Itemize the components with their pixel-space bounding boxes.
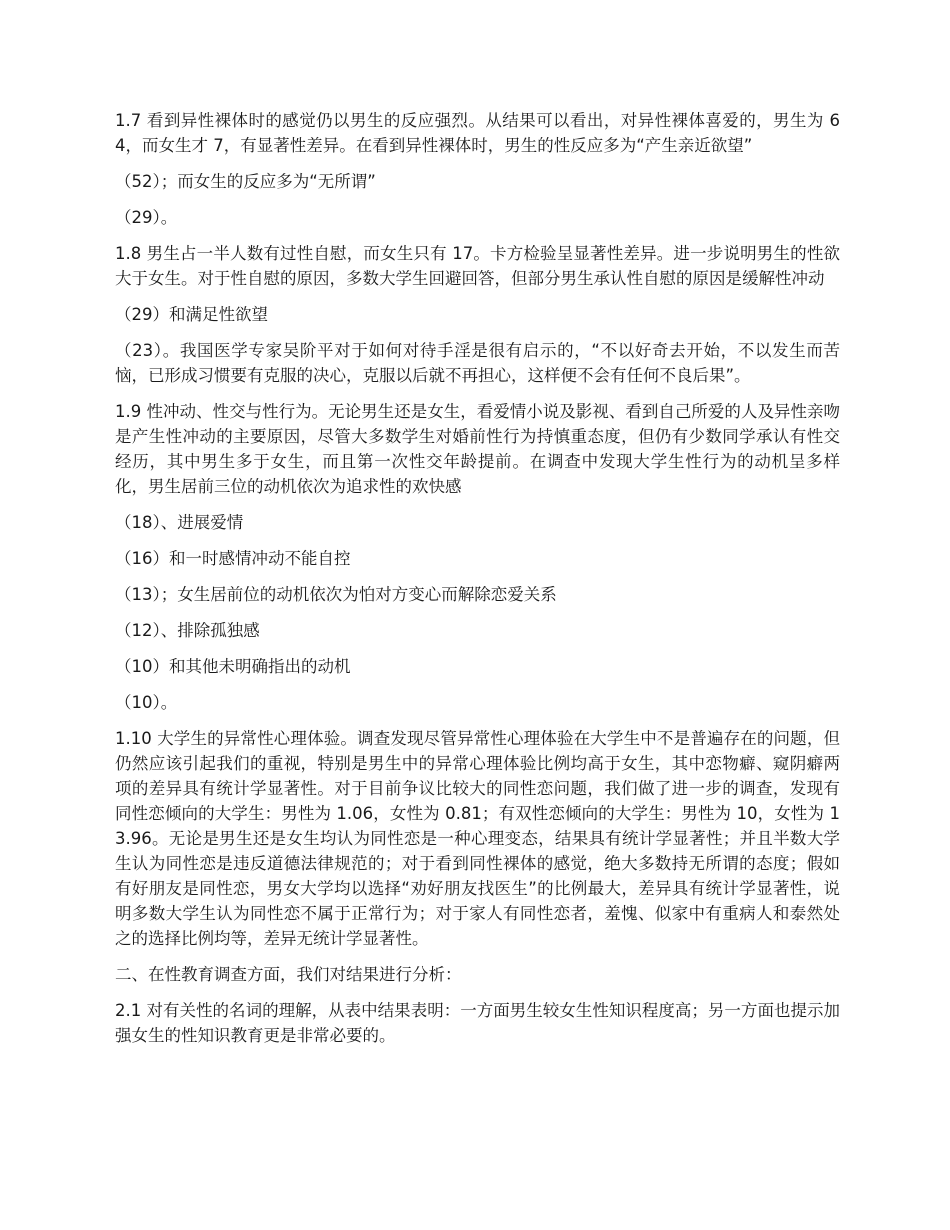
paragraph-1-10: 1.10 大学生的异常性心理体验。调查发现尽管异常性心理体验在大学生中不是普遍存在的问题，但仍然应该引起我们的重视，特别是男生中的异常心理体验比例均高于女生，其中恋物癖、窥阴癖两项的差异具有统计学显著性。对于目前争议比较大的同性恋问题，我们做了进一步的调查，发现有同性恋倾向的大学生：男性为 1.06，女性为 0.81；有双性恋倾向的大学生：男性为 10，女性为 13.96。无论是男生还是女生均认为同性恋是一种心理变态，结果具有统计学显著性；并且半数大学生认为同性恋是违反道德法律规范的；对于看到同性裸体的感觉，绝大多数持无所谓的态度；假如有好朋友是同性恋，男女大学均以选择“劝好朋友找医生”的比例最大，差异具有统计学显著性，说明多数大学生认为同性恋不属于正常行为；对于家人有同性恋者，羞愧、似家中有重病人和泰然处之的选择比例均等，差异无统计学显著性。 (115, 729, 840, 948)
paragraph-1-8-cont-b: （23）。我国医学专家吴阶平对于如何对待手淫是很有启示的，“不以好奇去开始，不以发生而苦恼，已形成习惯要有克服的决心，克服以后就不再担心，这样便不会有任何不良后果”。 (115, 341, 840, 385)
paragraph-1-9-cont-b: （16）和一时感情冲动不能自控 (115, 549, 351, 568)
paragraph-1-8-cont-a: （29）和满足性欲望 (115, 305, 268, 324)
paragraph-1-7: 1.7 看到异性裸体时的感觉仍以男生的反应强烈。从结果可以看出，对异性裸体喜爱的，男生为 64，而女生才 7，有显著性差异。在看到异性裸体时，男生的性反应多为“产生亲近欲望” (115, 111, 840, 155)
paragraph-1-9-cont-c: （13）；女生居前位的动机依次为怕对方变心而解除恋爱关系 (115, 585, 557, 604)
paragraph-1-7-cont-b: （29）。 (115, 208, 178, 227)
paragraph-2-1: 2.1 对有关性的名词的理解，从表中结果表明：一方面男生较女生性知识程度高；另一方面也提示加强女生的性知识教育更是非常必要的。 (115, 1001, 840, 1045)
paragraph-1-9-cont-f: （10）。 (115, 693, 178, 712)
section-heading-2: 二、在性教育调查方面，我们对结果进行分析： (115, 965, 462, 984)
paragraph-1-9-cont-a: （18）、进展爱情 (115, 513, 244, 532)
paragraph-1-9-cont-d: （12）、排除孤独感 (115, 621, 260, 640)
paragraph-1-8: 1.8 男生占一半人数有过性自慰，而女生只有 17。卡方检验呈显著性差异。进一步说明男生的性欲大于女生。对于性自慰的原因，多数大学生回避回答，但部分男生承认性自慰的原因是缓解性冲动 (115, 244, 840, 288)
document-page (115, 108, 840, 1059)
paragraph-1-9: 1.9 性冲动、性交与性行为。无论男生还是女生，看爱情小说及影视、看到自己所爱的人及异性亲吻是产生性冲动的主要原因，尽管大多数学生对婚前性行为持慎重态度，但仍有少数同学承认有性交经历，其中男生多于女生，而且第一次性交年龄提前。在调查中发现大学生性行为的动机呈多样化，男生居前三位的动机依次为追求性的欢快感 (115, 402, 840, 496)
paragraph-1-7-cont-a: （52）；而女生的反应多为“无所谓” (115, 172, 376, 191)
paragraph-1-9-cont-e: （10）和其他未明确指出的动机 (115, 657, 351, 676)
